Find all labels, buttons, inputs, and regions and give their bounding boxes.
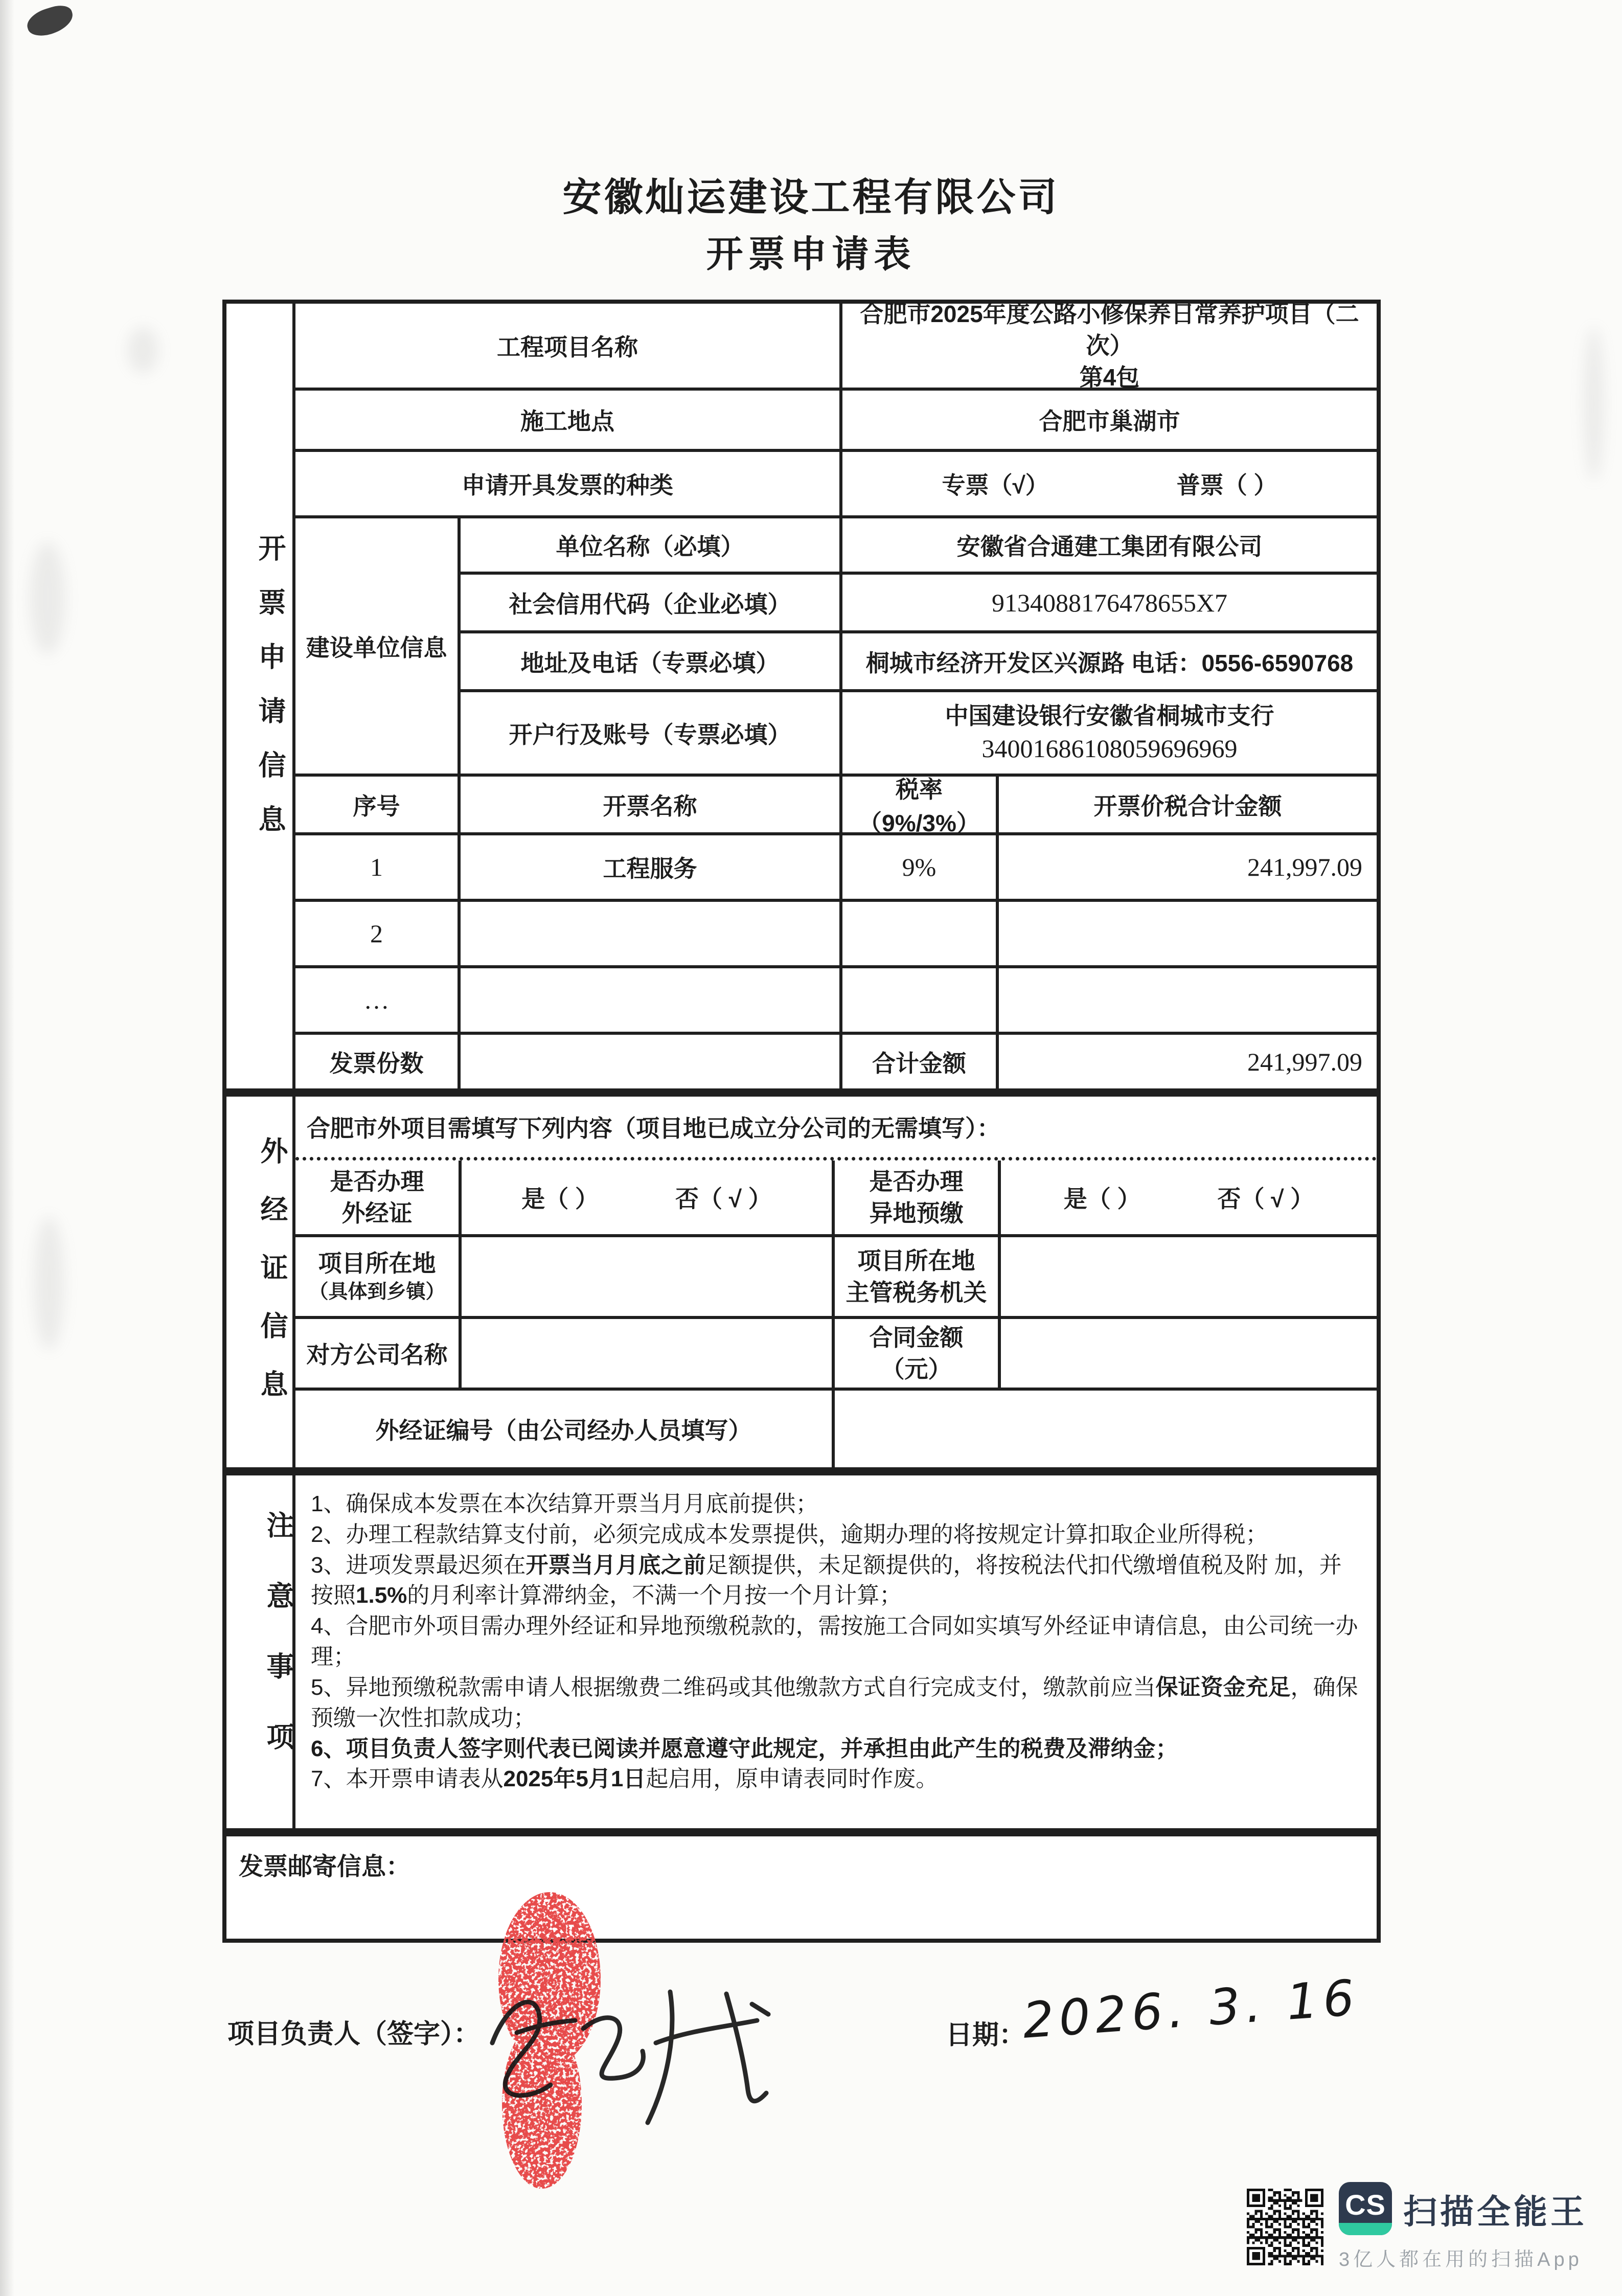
- tax-authority-value: [1001, 1237, 1377, 1319]
- construction-site-value: 合肥市巢湖市: [842, 391, 1377, 452]
- total-amount-value: 241,997.09: [1247, 1047, 1362, 1076]
- section-notes: [222, 1471, 1381, 1832]
- item-row-name: [461, 968, 842, 1035]
- cert-no-checked: 否（ √ ）: [675, 1186, 772, 1212]
- handwritten-signature: [468, 1971, 785, 2140]
- address-phone-label: 地址及电话（专票必填）: [461, 633, 842, 692]
- scan-edge-shadow: [0, 0, 14, 2296]
- item-row-seq: …: [295, 968, 461, 1035]
- watermark-text-block: [1339, 2182, 1587, 2271]
- date-label: 日期：: [946, 2020, 1026, 2050]
- camscanner-app-icon: [1339, 2182, 1392, 2235]
- side-label-foreign-cert: 外经证信息: [226, 1097, 295, 1467]
- column-header-item-name: 开票名称: [461, 777, 842, 835]
- cert-number-value: [835, 1391, 1377, 1467]
- column-header-tax-rate: 税率（9%/3%）: [842, 777, 999, 835]
- section-mailing-info: [222, 1832, 1381, 1943]
- unit-name-label: 单位名称（必填）: [461, 518, 842, 575]
- section-foreign-cert-info: [222, 1093, 1381, 1471]
- cs-initials: CS: [1345, 2188, 1386, 2221]
- credit-code-value: 9134088176478655X7: [842, 575, 1377, 633]
- qr-code: [1247, 2189, 1323, 2265]
- item-row-rate: [842, 902, 999, 968]
- special-invoice-checked: 专票（√）: [942, 472, 1049, 498]
- invoice-application-form: [222, 300, 1381, 1943]
- column-header-seq: 序号: [295, 777, 461, 835]
- cert-question-label: 是否办理 外经证: [295, 1161, 462, 1237]
- prepay-no-checked: 否（ √ ）: [1217, 1186, 1314, 1212]
- cs-icon-teal-stripe: [1339, 2223, 1392, 2235]
- scan-artifact-smudge: [1584, 327, 1604, 481]
- project-name-label: 工程项目名称: [295, 304, 842, 391]
- side-label-notes: 注意事项: [226, 1475, 295, 1828]
- construction-site-label: 施工地点: [295, 391, 842, 452]
- camscanner-watermark: [1247, 2182, 1587, 2271]
- app-name: 扫描全能王: [1403, 2192, 1587, 2231]
- invoice-type-options: [842, 452, 1377, 518]
- company-name-title: 安徽灿运建设工程有限公司: [562, 176, 1060, 219]
- mailing-info-label: 发票邮寄信息：: [239, 1853, 411, 1880]
- scan-artifact-smudge: [34, 1217, 64, 1350]
- project-location-value: [462, 1237, 835, 1319]
- item-row-name: [461, 902, 842, 968]
- counterparty-label: 对方公司名称: [295, 1319, 462, 1391]
- tax-authority-label: 项目所在地 主管税务机关: [835, 1237, 1001, 1319]
- item-row-seq: 2: [295, 902, 461, 968]
- notes-list: 1、确保成本发票在本次结算开票当月月底前提供； 2、办理工程款结算支付前，必须完成成本发票提供，逾期办理的将按规定计算扣取企业所得税； 3、进项发票最迟须在开票当月月底之前足额提供，未足额提供的，将按税法代扣代缴增值税及附 加，并按照1.5%的月利率计算滞纳金，不满一个月按一个月计算； 4、合肥市外项目需办理外经证和异地预缴税款的，需按施工合同如实填写外经证申请信息，由公司统一办理； 5、异地预缴税款需申请人根据缴费二维码或其他缴款方式自行完成支付，缴款前应当保证资金充足，确保预缴一次性扣款成功； 6、项目负责人签字则代表已阅读并愿意遵守此规定，并承担由此产生的税费及滞纳金； 7、本开票申请表从2025年5月1日起启用，原申请表同时作废。: [311, 1491, 1358, 1792]
- item-row-rate: 9%: [842, 835, 999, 902]
- bank-account-label: 开户行及账号（专票必填）: [461, 692, 842, 777]
- builder-info-group-label: 建设单位信息: [295, 518, 461, 777]
- project-name-value: 合肥市2025年度公路小修保养日常养护项目（二次） 第4包: [842, 304, 1377, 391]
- credit-code-label: 社会信用代码（企业必填）: [461, 575, 842, 633]
- project-location-label: 项目所在地 （具体到乡镇）: [295, 1237, 462, 1319]
- invoice-copies-value: [461, 1035, 842, 1088]
- section-invoice-info: [222, 300, 1381, 1093]
- unit-name-value: 安徽省合通建工集团有限公司: [842, 518, 1377, 575]
- prepay-question-options: [1001, 1161, 1377, 1237]
- signature-strip: [227, 1969, 1378, 2145]
- prepay-question-label: 是否办理 异地预缴: [835, 1161, 1001, 1237]
- cert-number-label: 外经证编号（由公司经办人员填写）: [295, 1391, 835, 1467]
- form-name-title: 开票申请表: [706, 234, 916, 275]
- column-header-amount: 开票价税合计金额: [999, 777, 1377, 835]
- invoice-type-label: 申请开具发票的种类: [295, 452, 842, 518]
- item-row-amount: [999, 902, 1377, 968]
- bank-account-value: 中国建设银行安徽省桐城市支行 34001686108059696969: [842, 692, 1377, 777]
- general-invoice-unchecked: 普票（ ）: [1176, 472, 1277, 498]
- total-amount-label: 合计金额: [842, 1035, 999, 1088]
- foreign-cert-note: 合肥市外项目需填写下列内容（项目地已成立分公司的无需填写）：: [295, 1097, 1377, 1161]
- counterparty-value: [462, 1319, 835, 1391]
- item-row-rate: [842, 968, 999, 1035]
- prepay-yes-unchecked: 是（ ）: [1063, 1186, 1141, 1212]
- invoice-copies-label: 发票份数: [295, 1035, 461, 1088]
- cert-yes-unchecked: 是（ ）: [521, 1186, 599, 1212]
- contract-amount-value: [1001, 1319, 1377, 1391]
- address-phone-value: 桐城市经济开发区兴源路 电话：0556-6590768: [842, 633, 1377, 692]
- cert-question-options: [462, 1161, 835, 1237]
- item-row-amount: 241,997.09: [999, 835, 1377, 902]
- item-row-name: 工程服务: [461, 835, 842, 902]
- handwritten-date: 2026. 3. 16: [1020, 1969, 1361, 2050]
- signer-label: 项目负责人（签字）：: [227, 2019, 481, 2049]
- scan-artifact-smudge: [128, 327, 158, 373]
- item-row-amount: [999, 968, 1377, 1035]
- contract-amount-label: 合同金额 （元）: [835, 1319, 1001, 1391]
- app-tagline: 3亿人都在用的扫描App: [1339, 2249, 1583, 2270]
- document-title: [0, 0, 1622, 282]
- item-row-seq: 1: [295, 835, 461, 902]
- scan-artifact-smudge: [30, 542, 65, 654]
- side-label-invoice-info: 开票申请信息: [226, 304, 295, 1088]
